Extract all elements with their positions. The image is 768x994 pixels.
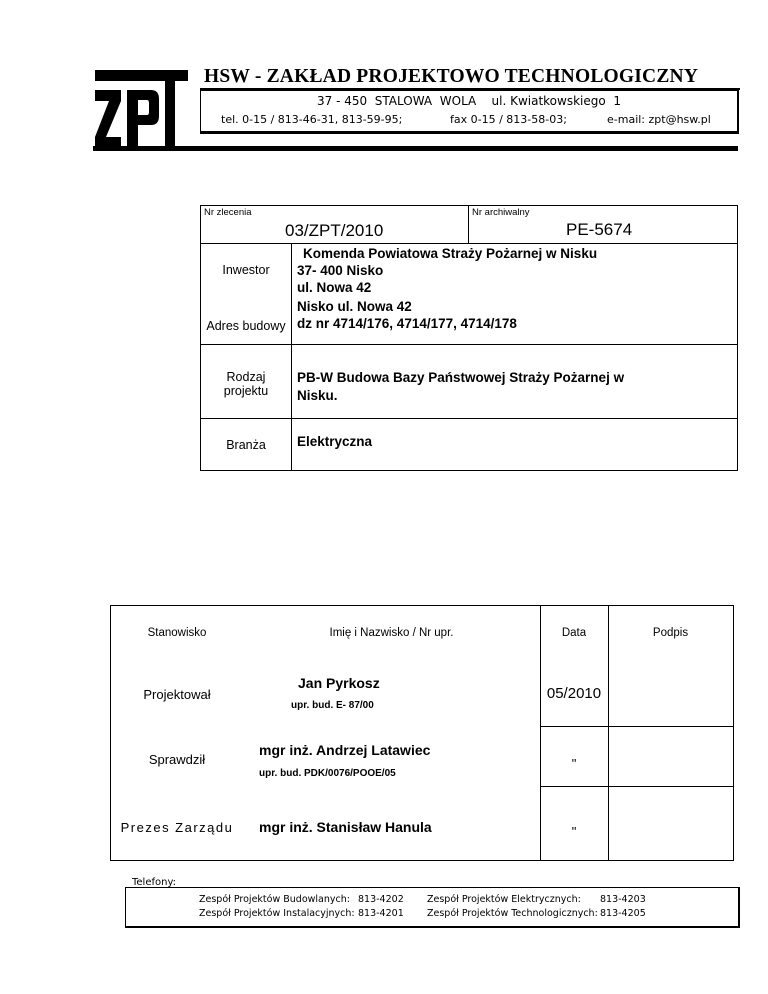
branch-value: Elektryczna xyxy=(297,434,373,449)
fax-text: fax 0-15 / 813-58-03; xyxy=(450,113,567,126)
col-divider xyxy=(540,606,541,860)
project-type-label: Rodzaj xyxy=(226,370,266,384)
phones-box xyxy=(125,887,740,928)
order-no-label: Nr zlecenia xyxy=(204,207,252,218)
site-line: dz nr 4714/176, 4714/177, 4714/178 xyxy=(297,316,517,331)
col-divider xyxy=(291,243,292,470)
position-cell: Projektował xyxy=(143,687,211,702)
address-box xyxy=(200,90,739,134)
license-cell: upr. bud. PDK/0076/POOE/05 xyxy=(259,768,396,779)
order-no: 03/ZPT/2010 xyxy=(285,221,384,240)
investor-label: Inwestor xyxy=(222,263,270,277)
project-type-label: projektu xyxy=(223,384,269,398)
header-position: Stanowisko xyxy=(147,627,207,639)
phone-team-name: Zespół Projektów Elektrycznych: xyxy=(427,894,581,905)
phone-number: 813-4202 xyxy=(358,894,404,905)
phone-team-name: Zespół Projektów Instalacyjnych: xyxy=(199,908,355,919)
phone-team-name: Zespół Projektów Technologicznych: xyxy=(427,908,598,919)
archive-no-label: Nr archiwalny xyxy=(472,207,530,218)
investor-line: Komenda Powiatowa Straży Pożarnej w Nisku xyxy=(303,246,598,261)
firm-name: HSW - ZAKŁAD PROJEKTOWO TECHNOLOGICZNY xyxy=(204,66,699,87)
zpt-logo-icon xyxy=(93,70,188,148)
phones-label: Telefony: xyxy=(132,877,177,888)
row-divider xyxy=(201,344,737,345)
col-divider xyxy=(608,606,609,860)
date-cell: " xyxy=(571,824,577,839)
email-text: e-mail: zpt@hsw.pl xyxy=(607,113,711,126)
phone-team-name: Zespół Projektów Budowlanych: xyxy=(199,894,350,905)
row-divider xyxy=(201,243,737,244)
row-divider xyxy=(201,418,737,419)
header-name: Imię i Nazwisko / Nr upr. xyxy=(329,627,454,639)
signature-table xyxy=(110,605,734,861)
date-cell: 05/2010 xyxy=(546,685,602,702)
zpt-logo xyxy=(93,70,188,148)
name-cell: mgr inż. Stanisław Hanula xyxy=(259,819,432,835)
position-cell: Sprawdził xyxy=(148,752,206,767)
investor-line: 37- 400 Nisko xyxy=(297,263,384,278)
investor-line: ul. Nowa 42 xyxy=(297,280,372,295)
project-type-line: Nisku. xyxy=(297,388,338,403)
header-date: Data xyxy=(561,627,587,639)
site-line: Nisko ul. Nowa 42 xyxy=(297,299,412,314)
row-divider xyxy=(540,726,733,727)
name-cell: mgr inż. Andrzej Latawiec xyxy=(259,742,431,758)
site-label: Adres budowy xyxy=(206,319,286,333)
branch-label: Branża xyxy=(226,438,266,452)
archive-no: PE-5674 xyxy=(566,220,633,239)
telephone-text: tel. 0-15 / 813-46-31, 813-59-95; xyxy=(221,113,403,126)
project-type-line: PB-W Budowa Bazy Państwowej Straży Pożarnej w xyxy=(297,370,625,385)
phone-number: 813-4201 xyxy=(358,908,404,919)
letterhead-rule xyxy=(93,146,738,151)
position-cell: Prezes Zarządu xyxy=(120,820,234,835)
address-line: 37 - 450 STALOWA WOLA ul. Kwiatkowskiego 1 xyxy=(317,94,621,108)
header-signature: Podpis xyxy=(652,627,689,639)
row-divider xyxy=(540,786,733,787)
phone-number: 813-4205 xyxy=(600,908,646,919)
phone-number: 813-4203 xyxy=(600,894,646,905)
license-cell: upr. bud. E- 87/00 xyxy=(291,700,374,711)
name-cell: Jan Pyrkosz xyxy=(298,675,380,691)
project-table xyxy=(200,205,738,471)
col-divider xyxy=(468,206,469,243)
date-cell: " xyxy=(571,756,577,771)
